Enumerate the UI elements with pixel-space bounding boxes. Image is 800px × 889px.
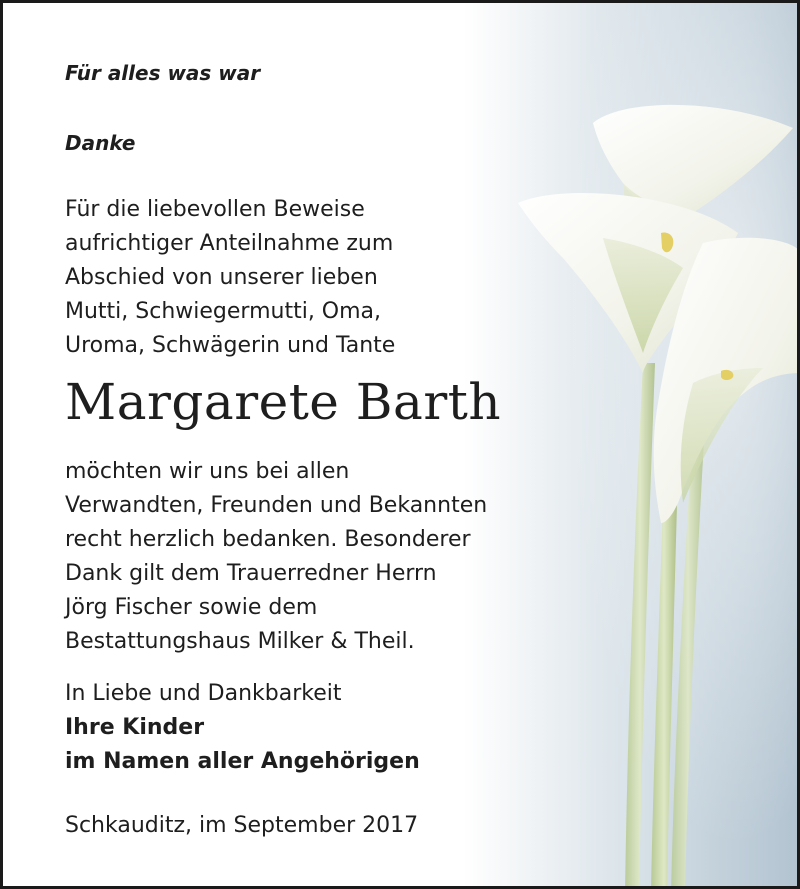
deceased-name: Margarete Barth (65, 373, 502, 431)
intro-line: Mutti, Schwiegermutti, Oma, (65, 299, 382, 324)
body-line: Jörg Fischer sowie dem (65, 595, 318, 620)
body-line: recht herzlich bedanken. Besonderer (65, 527, 471, 552)
body-line: Dank gilt dem Trauerredner Herrn (65, 561, 437, 586)
body-line: Bestattungshaus Milker & Theil. (65, 629, 415, 654)
thanks-heading: Danke (65, 131, 136, 155)
heading: Für alles was war (65, 61, 261, 85)
intro-line: Uroma, Schwägerin und Tante (65, 333, 396, 358)
intro-line: aufrichtiger Anteilnahme zum (65, 231, 394, 256)
signature-line: im Namen aller Angehörigen (65, 749, 420, 774)
closing-line: In Liebe und Dankbarkeit (65, 681, 342, 706)
signature-line: Ihre Kinder (65, 715, 205, 740)
body-line: möchten wir uns bei allen (65, 459, 350, 484)
intro-line: Für die liebevollen Beweise (65, 197, 365, 222)
intro-line: Abschied von unserer lieben (65, 265, 378, 290)
place-date: Schkauditz, im September 2017 (65, 813, 419, 838)
body-line: Verwandten, Freunden und Bekannten (65, 493, 488, 518)
